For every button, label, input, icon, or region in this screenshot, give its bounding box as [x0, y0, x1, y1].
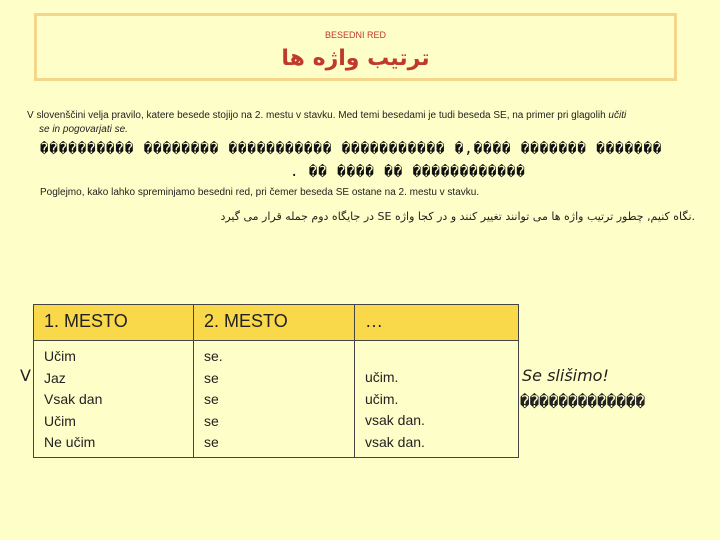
- background-text-left: V: [20, 366, 31, 385]
- first-position-cell: [34, 341, 194, 458]
- list-item: se: [204, 412, 219, 429]
- intro-verb-uciti: učiti: [608, 110, 627, 121]
- list-item: učim.: [365, 390, 399, 407]
- list-item: se: [204, 391, 219, 407]
- word-order-table: [33, 304, 519, 458]
- table-row: [34, 341, 519, 458]
- second-position-cell: [194, 341, 355, 458]
- title-persian: ترتیب واژه ها: [281, 46, 430, 71]
- list-item: se.: [204, 348, 223, 364]
- list-item: se: [204, 369, 219, 386]
- list-item: učim.: [365, 369, 399, 385]
- list-item: Učim: [44, 348, 76, 364]
- intro-text: V slovenščini velja pravilo, katere besede stojijo na 2. mestu v stavku. Med temi besedami je tudi beseda SE, na primer pri glagolih: [27, 110, 609, 121]
- list-item: Ne učim: [44, 434, 96, 450]
- list-item: Jaz: [44, 369, 66, 386]
- sign-off-text: Se slišimo!: [522, 366, 609, 385]
- header-first-position: 1. MESTO: [34, 305, 194, 341]
- garbled-line-2: . �� ���� �� ������������: [290, 164, 526, 180]
- intro-verb-examples: se in pogovarjati se.: [39, 124, 128, 135]
- list-item: Vsak dan: [44, 391, 103, 407]
- header-rest: …: [355, 305, 519, 341]
- title-box: [34, 13, 677, 81]
- garbled-line-1: ���������� �������� ����������� ����������� �,���� ������� �������: [40, 141, 663, 157]
- list-item: vsak dan.: [365, 433, 425, 450]
- intro-paragraph: [27, 109, 707, 137]
- list-item: vsak dan.: [365, 412, 425, 428]
- list-item: se: [204, 434, 219, 450]
- instruction-paragraph: Poglejmo, kako lahko spreminjamo besedni red, pri čemer beseda SE ostane na 2. mestu v stavku.: [40, 187, 480, 198]
- list-item: Učim: [44, 412, 76, 429]
- persian-instruction: .نگاه کنیم, چطور ترتیب واژه ها می توانند تغییر کنند و در کجا واژه SE در جایگاه دوم جمله قرار می گیرد: [220, 210, 695, 223]
- header-second-position: 2. MESTO: [194, 305, 355, 341]
- title-english: BESEDNI RED: [324, 30, 386, 40]
- garbled-line-3: �������������: [520, 392, 646, 411]
- table-header-row: [34, 305, 519, 341]
- rest-cell: [355, 341, 519, 458]
